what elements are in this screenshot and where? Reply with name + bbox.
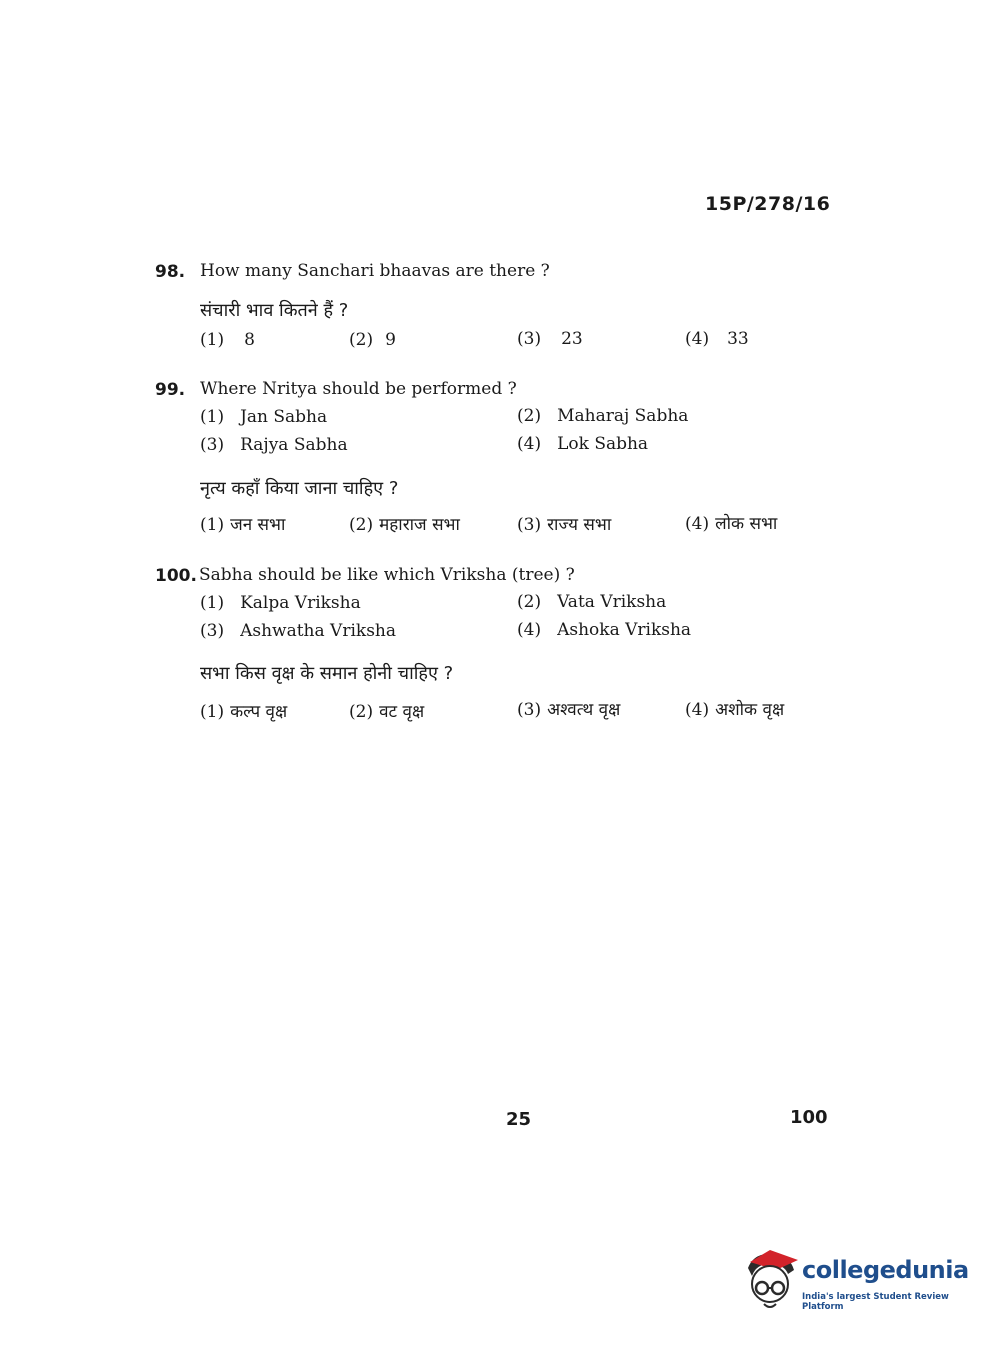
- option-text: अशोक वृक्ष: [715, 700, 785, 720]
- option-1: [200, 407, 327, 427]
- question-text-en: Sabha should be like which Vriksha (tree) ?: [199, 565, 575, 585]
- option-3: [200, 621, 396, 641]
- question-number: 100.: [155, 566, 197, 586]
- option-number: (1): [200, 702, 225, 722]
- option-number: (2): [349, 330, 374, 350]
- option-4-hi: [685, 511, 777, 534]
- option-1-hi: [200, 699, 287, 722]
- option-number: (3): [517, 515, 542, 535]
- option-3: [200, 435, 348, 455]
- option-text: Kalpa Vriksha: [240, 593, 361, 613]
- option-text: लोक सभा: [715, 514, 778, 534]
- option-number: (4): [685, 514, 710, 534]
- option-text: Lok Sabha: [557, 434, 649, 454]
- option-text: 8: [244, 330, 255, 350]
- paper-code: 15P/278/16: [705, 193, 831, 215]
- option-text: Ashwatha Vriksha: [240, 621, 396, 641]
- question-text-en: Where Nritya should be performed ?: [200, 379, 517, 399]
- option-text: महाराज सभा: [379, 515, 460, 535]
- option-2: [349, 330, 396, 350]
- option-number: (1): [200, 593, 225, 613]
- option-4: [517, 620, 691, 640]
- question-text-en: How many Sanchari bhaavas are there ?: [200, 261, 550, 281]
- question-text-hi: संचारी भाव कितने हैं ?: [200, 300, 349, 321]
- option-1: [200, 330, 255, 350]
- option-text: कल्प वृक्ष: [230, 702, 288, 722]
- option-text: Maharaj Sabha: [557, 406, 689, 426]
- page-number: 25: [506, 1109, 532, 1130]
- option-number: (4): [685, 700, 710, 720]
- option-number: (4): [517, 620, 542, 640]
- option-text: अश्वत्थ वृक्ष: [547, 700, 621, 720]
- option-2: [517, 406, 688, 426]
- question-text-hi: सभा किस वृक्ष के समान होनी चाहिए ?: [200, 663, 454, 684]
- option-text: वट वृक्ष: [379, 702, 425, 722]
- mascot-icon: [740, 1248, 800, 1314]
- option-number: (1): [200, 407, 225, 427]
- option-text: 9: [385, 330, 396, 350]
- option-number: (3): [517, 700, 542, 720]
- option-number: (3): [517, 329, 542, 349]
- option-number: (2): [349, 702, 374, 722]
- option-2: [517, 592, 666, 612]
- option-text: Jan Sabha: [240, 407, 328, 427]
- option-3: [517, 329, 583, 349]
- option-text: 33: [727, 329, 749, 349]
- option-number: (2): [349, 515, 374, 535]
- logo-brand: collegedunia: [802, 1256, 969, 1284]
- series-code: 100: [790, 1107, 828, 1128]
- option-number: (3): [200, 435, 225, 455]
- option-1-hi: [200, 512, 285, 535]
- option-3-hi: [517, 512, 611, 535]
- question-text-hi: नृत्य कहाँ किया जाना चाहिए ?: [200, 478, 399, 499]
- option-number: (1): [200, 515, 225, 535]
- option-4: [517, 434, 648, 454]
- question-number: 99.: [155, 380, 186, 400]
- option-text: Rajya Sabha: [240, 435, 348, 455]
- question-number: 98.: [155, 262, 186, 282]
- option-number: (2): [517, 592, 542, 612]
- option-text: राज्य सभा: [547, 515, 612, 535]
- option-number: (4): [517, 434, 542, 454]
- option-3-hi: [517, 697, 620, 720]
- option-number: (3): [200, 621, 225, 641]
- option-text: जन सभा: [230, 515, 286, 535]
- option-text: Ashoka Vriksha: [557, 620, 692, 640]
- collegedunia-logo: [740, 1248, 970, 1318]
- option-number: (4): [685, 329, 710, 349]
- option-4: [685, 329, 749, 349]
- option-text: Vata Vriksha: [557, 592, 667, 612]
- option-number: (1): [200, 330, 225, 350]
- option-text: 23: [561, 329, 583, 349]
- option-4-hi: [685, 697, 784, 720]
- option-1: [200, 593, 361, 613]
- logo-tagline: India's largest Student Review Platform: [802, 1292, 949, 1312]
- option-2-hi: [349, 699, 424, 722]
- option-2-hi: [349, 512, 460, 535]
- option-number: (2): [517, 406, 542, 426]
